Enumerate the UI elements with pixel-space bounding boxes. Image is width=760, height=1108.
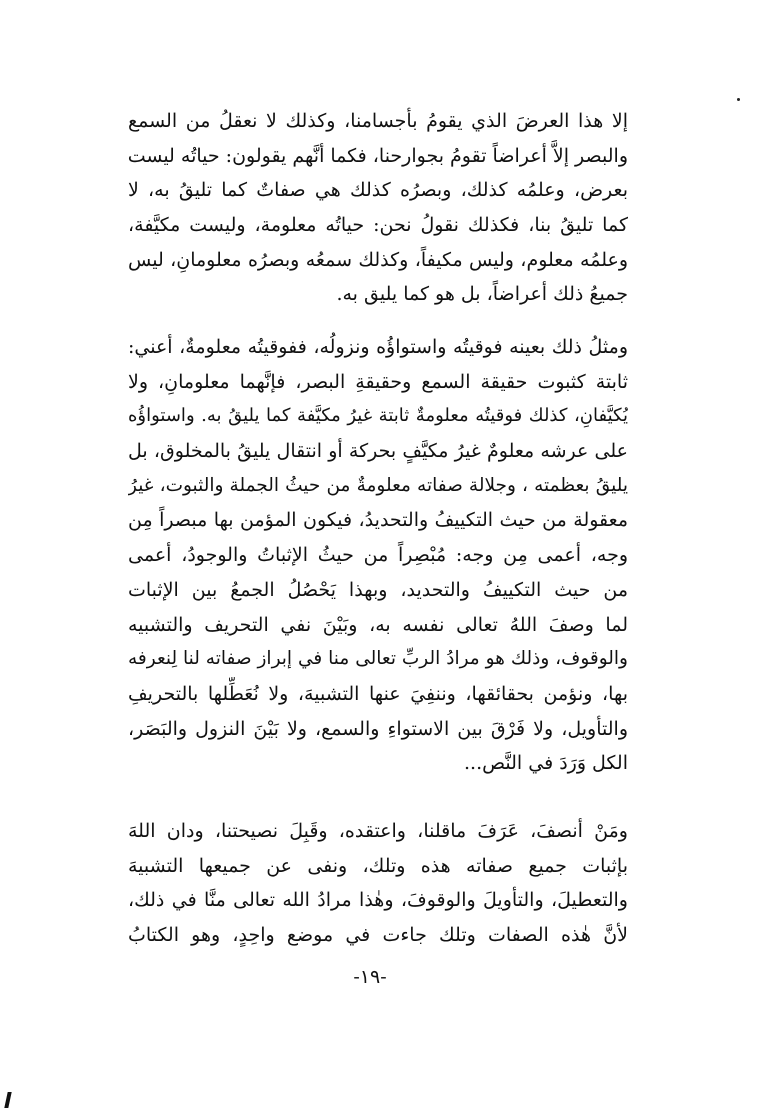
paragraph-1: [128, 104, 628, 312]
text-line: لما وصفَ اللهُ تعالى نفسه به، وبَيْنَ نفي التحريف والتشبيه: [128, 613, 628, 636]
text-line: ومَنْ أنصفَ، عَرَفَ ماقلنا، واعتقده، وقَبِلَ نصيحتنا، ودان اللهَ: [128, 820, 628, 842]
text-line: يليقُ بعظمته ، وجلالة صفاته معلومةٌ من حيثُ الجملة والثبوت، غيرُ: [128, 474, 628, 496]
text-line: بعرض، وعلمُه كذلك، وبصرُه كذلك هي صفاتٌ كما تليقُ به، لا: [128, 179, 628, 202]
margin-dot-mark: [737, 98, 740, 101]
text-line: بإثبات جميع صفاته هذه وتلك، ونفى عن جميعها التشبيهَ: [128, 854, 628, 877]
paragraph-2: [128, 330, 628, 781]
text-line: والتأويل، ولا فَرْقَ بين الاستواءِ والسمع، ولا بَيْنَ النزول والبَصَر،: [128, 717, 628, 740]
text-line: والتعطيلَ، والتأويلَ والوقوفَ، وهٰذا مرادُ الله تعالى منَّا في ذلك،: [128, 889, 628, 912]
paragraph-3: [128, 814, 628, 953]
text-line: إلا هذا العرضَ الذي يقومُ بأجسامنا، وكذلك لا نعقلُ من السمع: [128, 110, 628, 132]
text-line: من حيث التكييفُ والتحديد، وبهذا يَحْصُلُ الجمعُ بين الإثبات: [128, 578, 628, 601]
text-line: على عرشه معلومٌ غيرُ مكيَّفٍ بحركة أو انتقال يليقُ بالمخلوق، بل: [128, 440, 628, 463]
text-line: كما تليقُ بنا، فكذلك نقولُ نحن: حياتُه معلومة، وليست مكيَّفة،: [128, 214, 628, 237]
text-line: يُكيَّفانِ، كذلك فوقيتُه معلومةٌ ثابتة غيرُ مكيَّفة كما يليقُ به. واستواؤُه: [128, 405, 628, 427]
scan-edge-mark: [4, 1092, 11, 1108]
text-line: بها، ونؤمن بحقائقها، وننفِيَ عنها التشبيهَ، ولا نُعَطِّلها بالتحريفِ: [128, 682, 628, 705]
text-line: الكل وَرَدَ في النَّص...: [464, 752, 628, 775]
text-line: لأنَّ هٰذه الصفات وتلك جاءت في موضع واحِدٍ، وهو الكتابُ: [128, 924, 628, 947]
text-line: والبصر إلاَّ أعراضاً تقومُ بجوارحنا، فكما أنَّهم يقولون: حياتُه ليست: [128, 144, 628, 167]
text-line: ومثلُ ذلك بعينه فوقيتُه واستواؤُه ونزولُه، ففوقيتُه معلومةٌ، أعني:: [128, 336, 628, 358]
page-number: -١٩-: [353, 966, 387, 988]
text-line: معقولة من حيث التكييفُ والتحديدُ، فيكون المؤمن بها مبصراً مِن: [128, 509, 628, 532]
text-line: وعلمُه معلوم، وليس مكيفاً، وكذلك سمعُه وبصرُه معلومانِ، ليس: [128, 248, 628, 271]
text-line: وجه، أعمى مِن وجه: مُبْصِراً من حيثُ الإثباتُ والوجودُ، أعمى: [128, 544, 628, 567]
text-line: والوقوف، وذلك هو مرادُ الربِّ تعالى منا في إبراز صفاته لنا لِنعرفه: [128, 648, 628, 670]
text-line: ثابتة كثبوت حقيقة السمع وحقيقةِ البصر، فإنَّهما معلومانِ، ولا: [128, 370, 628, 393]
text-line: جميعُ ذلك أعراضاً، بل هو كما يليق به.: [336, 283, 628, 306]
